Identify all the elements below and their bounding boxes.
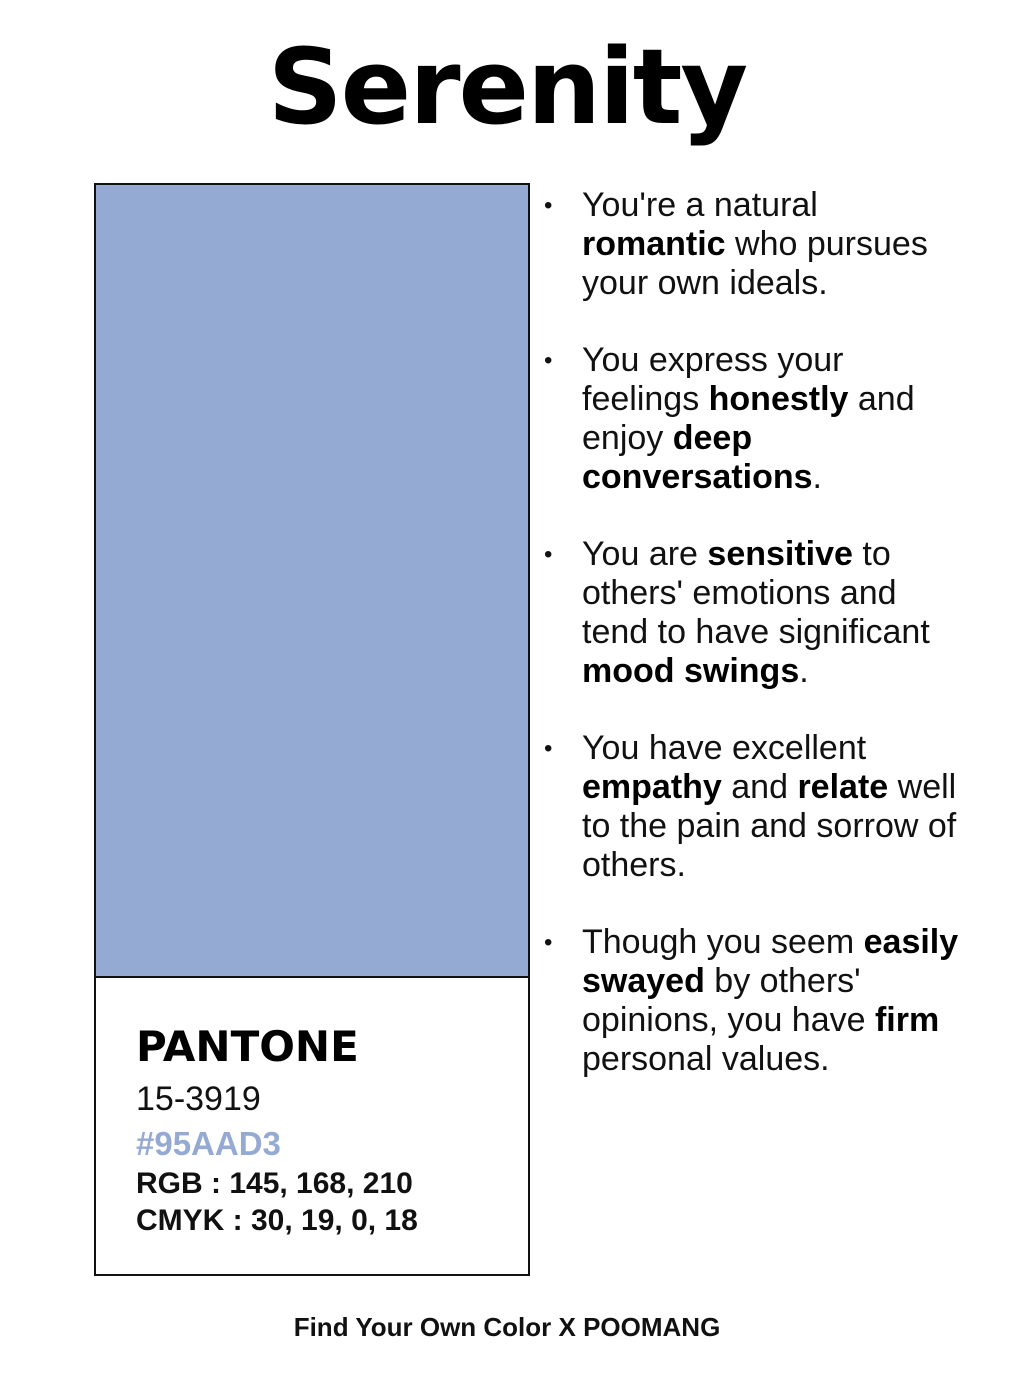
- trait-text: and enjoy: [582, 380, 915, 457]
- footer-credit: Find Your Own Color X POOMANG: [293, 1312, 721, 1342]
- trait-emphasis: relate: [797, 768, 889, 806]
- trait-text: You're a natural: [582, 186, 818, 224]
- trait-emphasis: deep conversations: [582, 419, 813, 496]
- pantone-code: 15-3919: [136, 1080, 261, 1118]
- pantone-label: PANTONE: [136, 1022, 359, 1071]
- trait-text: You are: [582, 535, 708, 573]
- pantone-card: [94, 183, 530, 1276]
- trait-text: well to the pain and sorrow of others.: [582, 768, 957, 884]
- cmyk-values: CMYK : 30, 19, 0, 18: [136, 1204, 418, 1237]
- trait-text: and: [721, 768, 798, 806]
- trait-emphasis: romantic: [582, 225, 726, 263]
- trait-item: [544, 341, 964, 497]
- rgb-values: RGB : 145, 168, 210: [136, 1167, 413, 1200]
- bullet-icon: •: [544, 192, 553, 219]
- color-swatch: [96, 185, 528, 978]
- page-title: Serenity: [267, 26, 747, 148]
- trait-text: Though you seem: [582, 923, 864, 961]
- trait-item: [544, 186, 964, 303]
- bullet-icon: •: [544, 735, 553, 762]
- trait-emphasis: honestly: [708, 380, 849, 418]
- trait-text: who pursues your own ideals.: [582, 225, 928, 302]
- trait-emphasis: empathy: [582, 768, 722, 806]
- trait-emphasis: sensitive: [707, 535, 853, 573]
- trait-text: to others' emotions and tend to have significant: [582, 535, 930, 651]
- trait-item: [544, 729, 964, 885]
- trait-item: [544, 923, 964, 1079]
- trait-emphasis: easily swayed: [582, 923, 959, 1000]
- bullet-icon: •: [544, 929, 553, 956]
- trait-text: personal values.: [582, 1040, 830, 1078]
- trait-text: .: [812, 458, 822, 496]
- trait-list: [544, 186, 964, 1117]
- trait-text: You have excellent: [582, 729, 867, 767]
- trait-emphasis: firm: [874, 1001, 940, 1039]
- hex-code: #95AAD3: [136, 1125, 281, 1162]
- trait-text: You express your feelings: [582, 341, 844, 418]
- trait-text: by others' opinions, you have: [582, 962, 875, 1039]
- bullet-icon: •: [544, 347, 553, 374]
- trait-item: [544, 535, 964, 691]
- trait-emphasis: mood swings: [582, 652, 800, 690]
- trait-text: .: [799, 652, 809, 690]
- bullet-icon: •: [544, 541, 553, 568]
- color-info: [136, 1023, 516, 1239]
